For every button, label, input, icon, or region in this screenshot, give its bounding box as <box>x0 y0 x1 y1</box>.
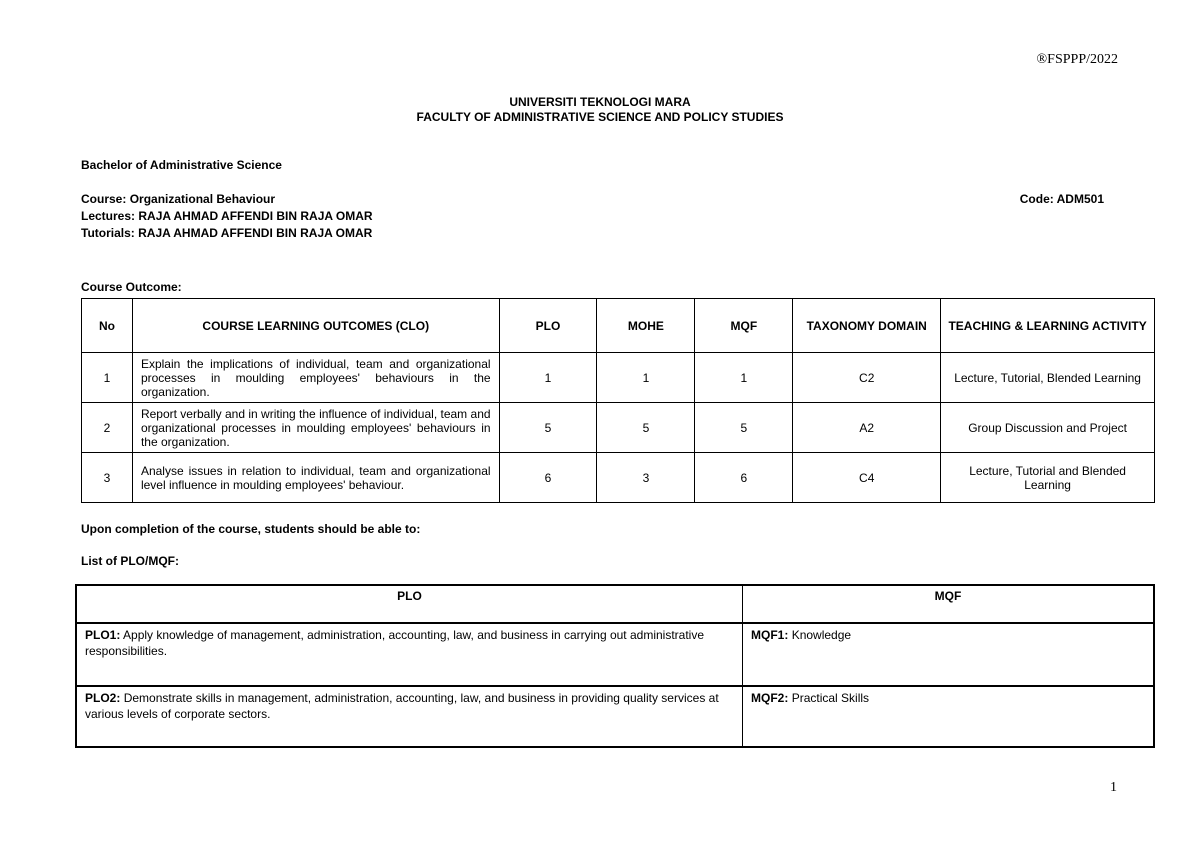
header-plo: PLO <box>499 299 597 353</box>
course-line <box>81 192 275 206</box>
lectures-label: Lectures: <box>81 209 136 223</box>
faculty-name: FACULTY OF ADMINISTRATIVE SCIENCE AND POLICY STUDIES <box>416 110 784 124</box>
row-plo: 5 <box>499 403 597 453</box>
mqf-cell <box>743 623 1155 686</box>
mqf-text: Knowledge <box>791 628 852 642</box>
mqf-text: Practical Skills <box>791 691 870 705</box>
row-activity: Lecture, Tutorial and Blended Learning <box>941 453 1155 503</box>
table-row <box>82 353 1155 403</box>
row-no: 2 <box>82 403 133 453</box>
row-mohe: 3 <box>597 453 695 503</box>
row-clo: Report verbally and in writing the influence of individual, team and organizational processes in moulding employees' behaviours in the organization. <box>132 403 499 453</box>
header-clo: COURSE LEARNING OUTCOMES (CLO) <box>132 299 499 353</box>
header-mohe: MOHE <box>597 299 695 353</box>
row-activity: Group Discussion and Project <box>941 403 1155 453</box>
row-mqf: 5 <box>695 403 793 453</box>
row-mohe: 1 <box>597 353 695 403</box>
plo-text: Demonstrate skills in management, administration, accounting, law, and business in providing quality services at various levels of corporate sectors. <box>85 691 719 721</box>
header-plo: PLO <box>76 585 743 623</box>
page-number: 1 <box>1110 780 1117 795</box>
plo-mqf-list-label: List of PLO/MQF: <box>81 554 179 568</box>
mqf-cell <box>743 686 1155 747</box>
course-code: ADM501 <box>1056 192 1104 206</box>
plo-cell <box>76 686 743 747</box>
tutor-name: RAJA AHMAD AFFENDI BIN RAJA OMAR <box>138 226 373 240</box>
header-mqf: MQF <box>695 299 793 353</box>
lectures-line <box>81 209 373 223</box>
row-mqf: 6 <box>695 453 793 503</box>
row-activity: Lecture, Tutorial, Blended Learning <box>941 353 1155 403</box>
table-row <box>82 403 1155 453</box>
mqf-code: MQF1: <box>751 628 789 642</box>
row-plo: 1 <box>499 353 597 403</box>
header-activity: TEACHING & LEARNING ACTIVITY <box>941 299 1155 353</box>
university-name: UNIVERSITI TEKNOLOGI MARA <box>509 95 691 109</box>
clo-header-row <box>82 299 1155 353</box>
table-row <box>76 686 1154 747</box>
plo-header-row <box>76 585 1154 623</box>
row-clo: Analyse issues in relation to individual, team and organizational level influence in moulding employees' behaviour. <box>132 453 499 503</box>
tutorials-label: Tutorials: <box>81 226 135 240</box>
course-name: Organizational Behaviour <box>129 192 276 206</box>
header-taxonomy: TAXONOMY DOMAIN <box>793 299 941 353</box>
code-label: Code: <box>1019 192 1054 206</box>
row-no: 3 <box>82 453 133 503</box>
upon-completion-text: Upon completion of the course, students should be able to: <box>81 522 421 536</box>
lecturer-name: RAJA AHMAD AFFENDI BIN RAJA OMAR <box>138 209 373 223</box>
plo-code: PLO1: <box>85 628 121 642</box>
clo-table <box>81 298 1155 503</box>
header-no: No <box>82 299 133 353</box>
table-row <box>82 453 1155 503</box>
row-taxonomy: C2 <box>793 353 941 403</box>
plo-text: Apply knowledge of management, administration, accounting, law, and business in carrying out administrative responsibilities. <box>85 628 705 658</box>
row-no: 1 <box>82 353 133 403</box>
row-mohe: 5 <box>597 403 695 453</box>
plo-cell <box>76 623 743 686</box>
plo-code: PLO2: <box>85 691 121 705</box>
plo-mqf-table <box>75 584 1155 748</box>
tutorials-line <box>81 226 372 240</box>
course-label: Course: <box>81 192 127 206</box>
programme-name: Bachelor of Administrative Science <box>81 158 282 172</box>
course-code-line <box>1020 192 1104 206</box>
header-mqf: MQF <box>743 585 1155 623</box>
document-reference: ®FSPPP/2022 <box>1036 52 1118 67</box>
course-outcome-label: Course Outcome: <box>81 280 182 294</box>
row-plo: 6 <box>499 453 597 503</box>
row-mqf: 1 <box>695 353 793 403</box>
table-row <box>76 623 1154 686</box>
row-clo: Explain the implications of individual, team and organizational processes in moulding employees' behaviours in the organization. <box>132 353 499 403</box>
row-taxonomy: A2 <box>793 403 941 453</box>
row-taxonomy: C4 <box>793 453 941 503</box>
mqf-code: MQF2: <box>751 691 789 705</box>
